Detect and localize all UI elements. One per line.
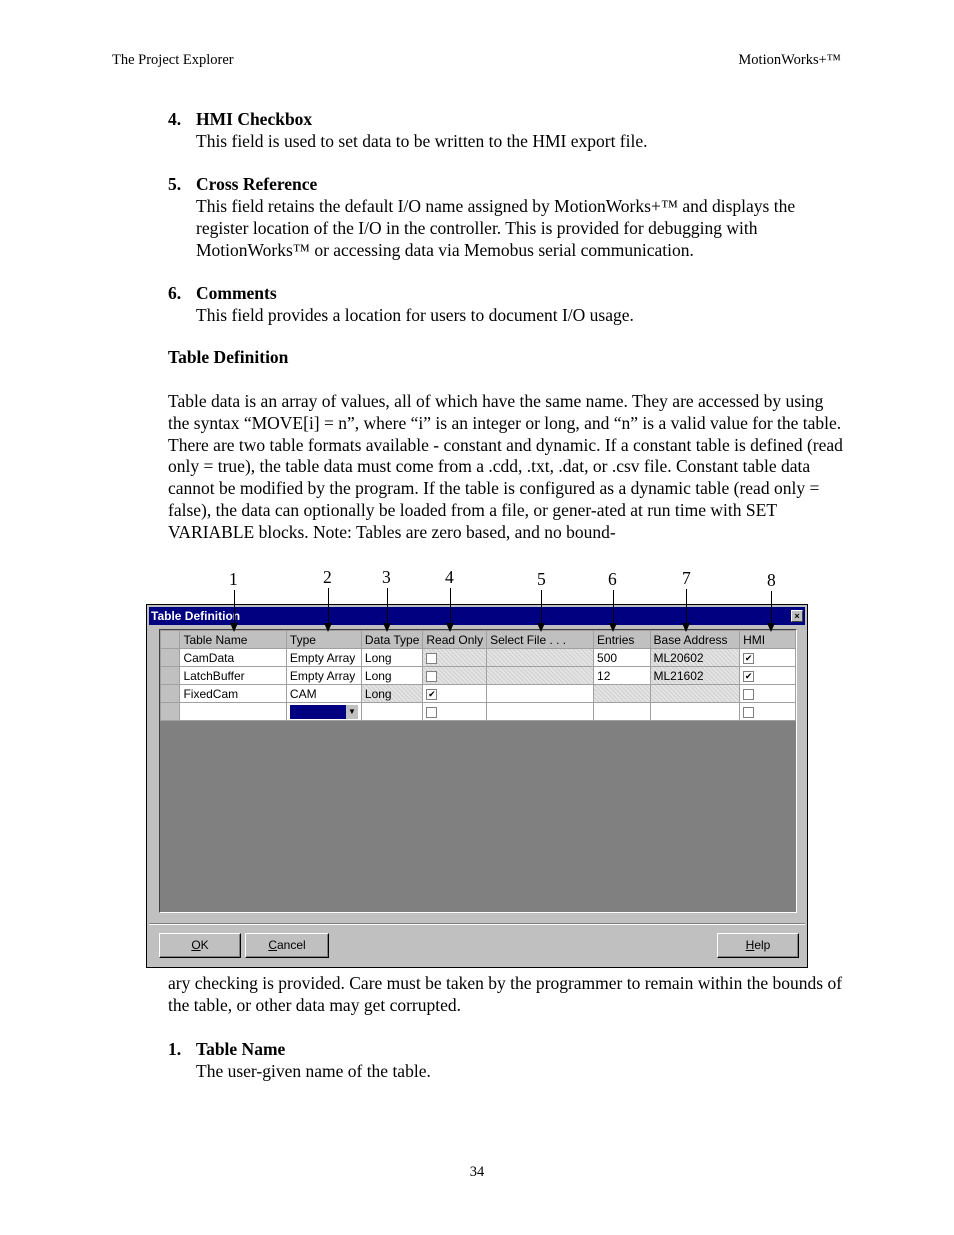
cell-entries[interactable]: 500 [594, 649, 650, 667]
section-body: This field provides a location for users to document I/O usage. [196, 305, 634, 325]
cell-entries[interactable] [594, 703, 650, 721]
table-grid [159, 629, 797, 913]
dialog-separator [149, 923, 805, 925]
cell-data-type[interactable] [361, 703, 422, 721]
cell-table-name[interactable]: CamData [180, 649, 286, 667]
section-title: Cross Reference [196, 174, 318, 194]
section-number: 6. [168, 283, 182, 303]
table-definition-paragraph: Table data is an array of values, all of which have the same name. They are accessed by using the syntax “MOVE[i] = n”, where “i” is an integer or long, and “n” is a valid value for the table. There are two table formats available - constant and dynamic. If a constant table is defined (read only = true), the table data must come from a .cdd, .txt, .dat, or .csv file. Constant table data cannot be modified by the program. If the table is configured as a dynamic table (read only = false), the data can optionally be loaded from a file, or gener-ated at run time with SET VARIABLE blocks. Note: Tables are zero based, and no bound- [168, 391, 843, 542]
section-comments [168, 282, 848, 326]
callout-7: 7 [682, 568, 691, 588]
help-button[interactable] [717, 933, 799, 958]
section-title: Comments [196, 283, 277, 303]
callout-arrow-1 [234, 590, 235, 630]
section-title: Table Name [196, 1039, 286, 1059]
column-header-read-only[interactable]: Read Only [423, 631, 487, 649]
row-selector[interactable] [161, 685, 180, 703]
cell-read-only[interactable] [423, 685, 487, 703]
column-header-entries[interactable]: Entries [594, 631, 650, 649]
close-icon[interactable]: × [791, 610, 803, 622]
cell-select-file[interactable] [487, 685, 594, 703]
cell-table-name[interactable]: LatchBuffer [180, 667, 286, 685]
cell-data-type[interactable]: Long [361, 649, 422, 667]
callout-5: 5 [537, 569, 546, 589]
row-selector[interactable] [161, 703, 180, 721]
section-number: 5. [168, 174, 182, 194]
hmi-checkbox[interactable]: ✔ [744, 670, 753, 681]
continuation-paragraph: ary checking is provided. Care must be taken by the programmer to remain within the bounds of the table, or other data may get corrupted. [168, 973, 843, 1015]
cell-hmi[interactable] [740, 667, 796, 685]
ok-accelerator: O [191, 938, 201, 952]
callout-4: 4 [445, 567, 454, 587]
cell-select-file[interactable] [487, 649, 594, 667]
callout-6: 6 [608, 569, 617, 589]
cell-read-only[interactable] [423, 649, 487, 667]
callout-arrow-2 [328, 588, 329, 630]
read-only-checkbox[interactable]: ✔ [428, 688, 436, 699]
column-header-select-file[interactable]: Select File . . . [487, 631, 594, 649]
callout-1: 1 [229, 569, 238, 589]
section-hmi-checkbox [168, 108, 848, 152]
cell-base-address[interactable] [650, 685, 740, 703]
type-dropdown[interactable] [290, 705, 358, 719]
cell-base-address[interactable]: ML21602 [650, 667, 740, 685]
cell-data-type[interactable]: Long [361, 685, 422, 703]
cell-type[interactable]: CAM [286, 685, 361, 703]
running-header-right: MotionWorks+™ [738, 52, 841, 68]
running-header-left: The Project Explorer [112, 52, 234, 68]
cell-type[interactable]: Empty Array [286, 649, 361, 667]
callout-arrow-4 [450, 588, 451, 630]
cancel-label: ancel [276, 938, 306, 952]
section-body: This field is used to set data to be written to the HMI export file. [196, 131, 648, 151]
row-selector[interactable] [161, 649, 180, 667]
cell-hmi[interactable] [740, 649, 796, 667]
read-only-checkbox[interactable] [426, 653, 437, 664]
callout-arrow-3 [387, 588, 388, 630]
hmi-checkbox[interactable] [743, 707, 754, 718]
section-cross-reference [168, 173, 848, 261]
cell-entries[interactable] [594, 685, 650, 703]
cell-type[interactable] [286, 703, 361, 721]
cell-read-only[interactable] [423, 703, 487, 721]
chevron-down-icon[interactable]: ▼ [346, 705, 358, 719]
dialog-title: Table Definition [151, 609, 241, 623]
read-only-checkbox[interactable] [426, 671, 437, 682]
section-number: 1. [168, 1039, 182, 1059]
callout-2: 2 [323, 567, 332, 587]
section-table-name [168, 1038, 848, 1082]
column-header-type[interactable]: Type [286, 631, 361, 649]
table-row[interactable] [161, 649, 796, 667]
cell-base-address[interactable] [650, 703, 740, 721]
table-row[interactable] [161, 685, 796, 703]
column-header-base-address[interactable]: Base Address [650, 631, 740, 649]
table-definition-dialog [146, 604, 808, 968]
row-header-corner [161, 631, 180, 649]
ok-button[interactable] [159, 933, 241, 958]
table-row[interactable] [161, 667, 796, 685]
dialog-titlebar[interactable] [149, 607, 805, 625]
table-definition-heading: Table Definition [168, 347, 289, 367]
cell-data-type[interactable]: Long [361, 667, 422, 685]
table-definition-grid [160, 630, 796, 721]
column-header-table-name[interactable]: Table Name [180, 631, 286, 649]
section-body: This field retains the default I/O name assigned by MotionWorks+™ and displays the register location of the I/O in the controller. This is provided for debugging with MotionWorks™ or accessing data via Memobus serial communication. [196, 196, 796, 260]
page-number: 34 [469, 1164, 485, 1180]
hmi-checkbox[interactable]: ✔ [744, 652, 753, 663]
column-header-hmi[interactable]: HMI [740, 631, 796, 649]
column-header-data-type[interactable]: Data Type [361, 631, 422, 649]
ok-label: K [200, 938, 209, 952]
callout-arrow-7 [686, 589, 687, 630]
table-row[interactable] [161, 703, 796, 721]
section-body: The user-given name of the table. [196, 1061, 431, 1081]
cell-table-name[interactable]: FixedCam [180, 685, 286, 703]
callout-arrow-5 [541, 590, 542, 630]
cell-type[interactable]: Empty Array [286, 667, 361, 685]
row-selector[interactable] [161, 667, 180, 685]
callout-8: 8 [767, 570, 776, 590]
hmi-checkbox[interactable] [743, 689, 754, 700]
cell-select-file[interactable] [487, 703, 594, 721]
cell-hmi[interactable] [740, 703, 796, 721]
cancel-accelerator: C [268, 938, 277, 952]
help-label: elp [754, 938, 771, 952]
cell-select-file[interactable] [487, 667, 594, 685]
callout-3: 3 [382, 567, 391, 587]
callout-arrow-6 [613, 590, 614, 630]
cell-entries[interactable]: 12 [594, 667, 650, 685]
read-only-checkbox[interactable] [426, 707, 437, 718]
cell-hmi[interactable] [740, 685, 796, 703]
cell-base-address[interactable]: ML20602 [650, 649, 740, 667]
grid-header-row [161, 631, 796, 649]
section-number: 4. [168, 109, 182, 129]
cell-table-name[interactable] [180, 703, 286, 721]
callout-arrow-8 [771, 591, 772, 630]
cancel-button[interactable] [245, 933, 329, 958]
section-title: HMI Checkbox [196, 109, 313, 129]
cell-read-only[interactable] [423, 667, 487, 685]
help-accelerator: H [745, 938, 755, 952]
